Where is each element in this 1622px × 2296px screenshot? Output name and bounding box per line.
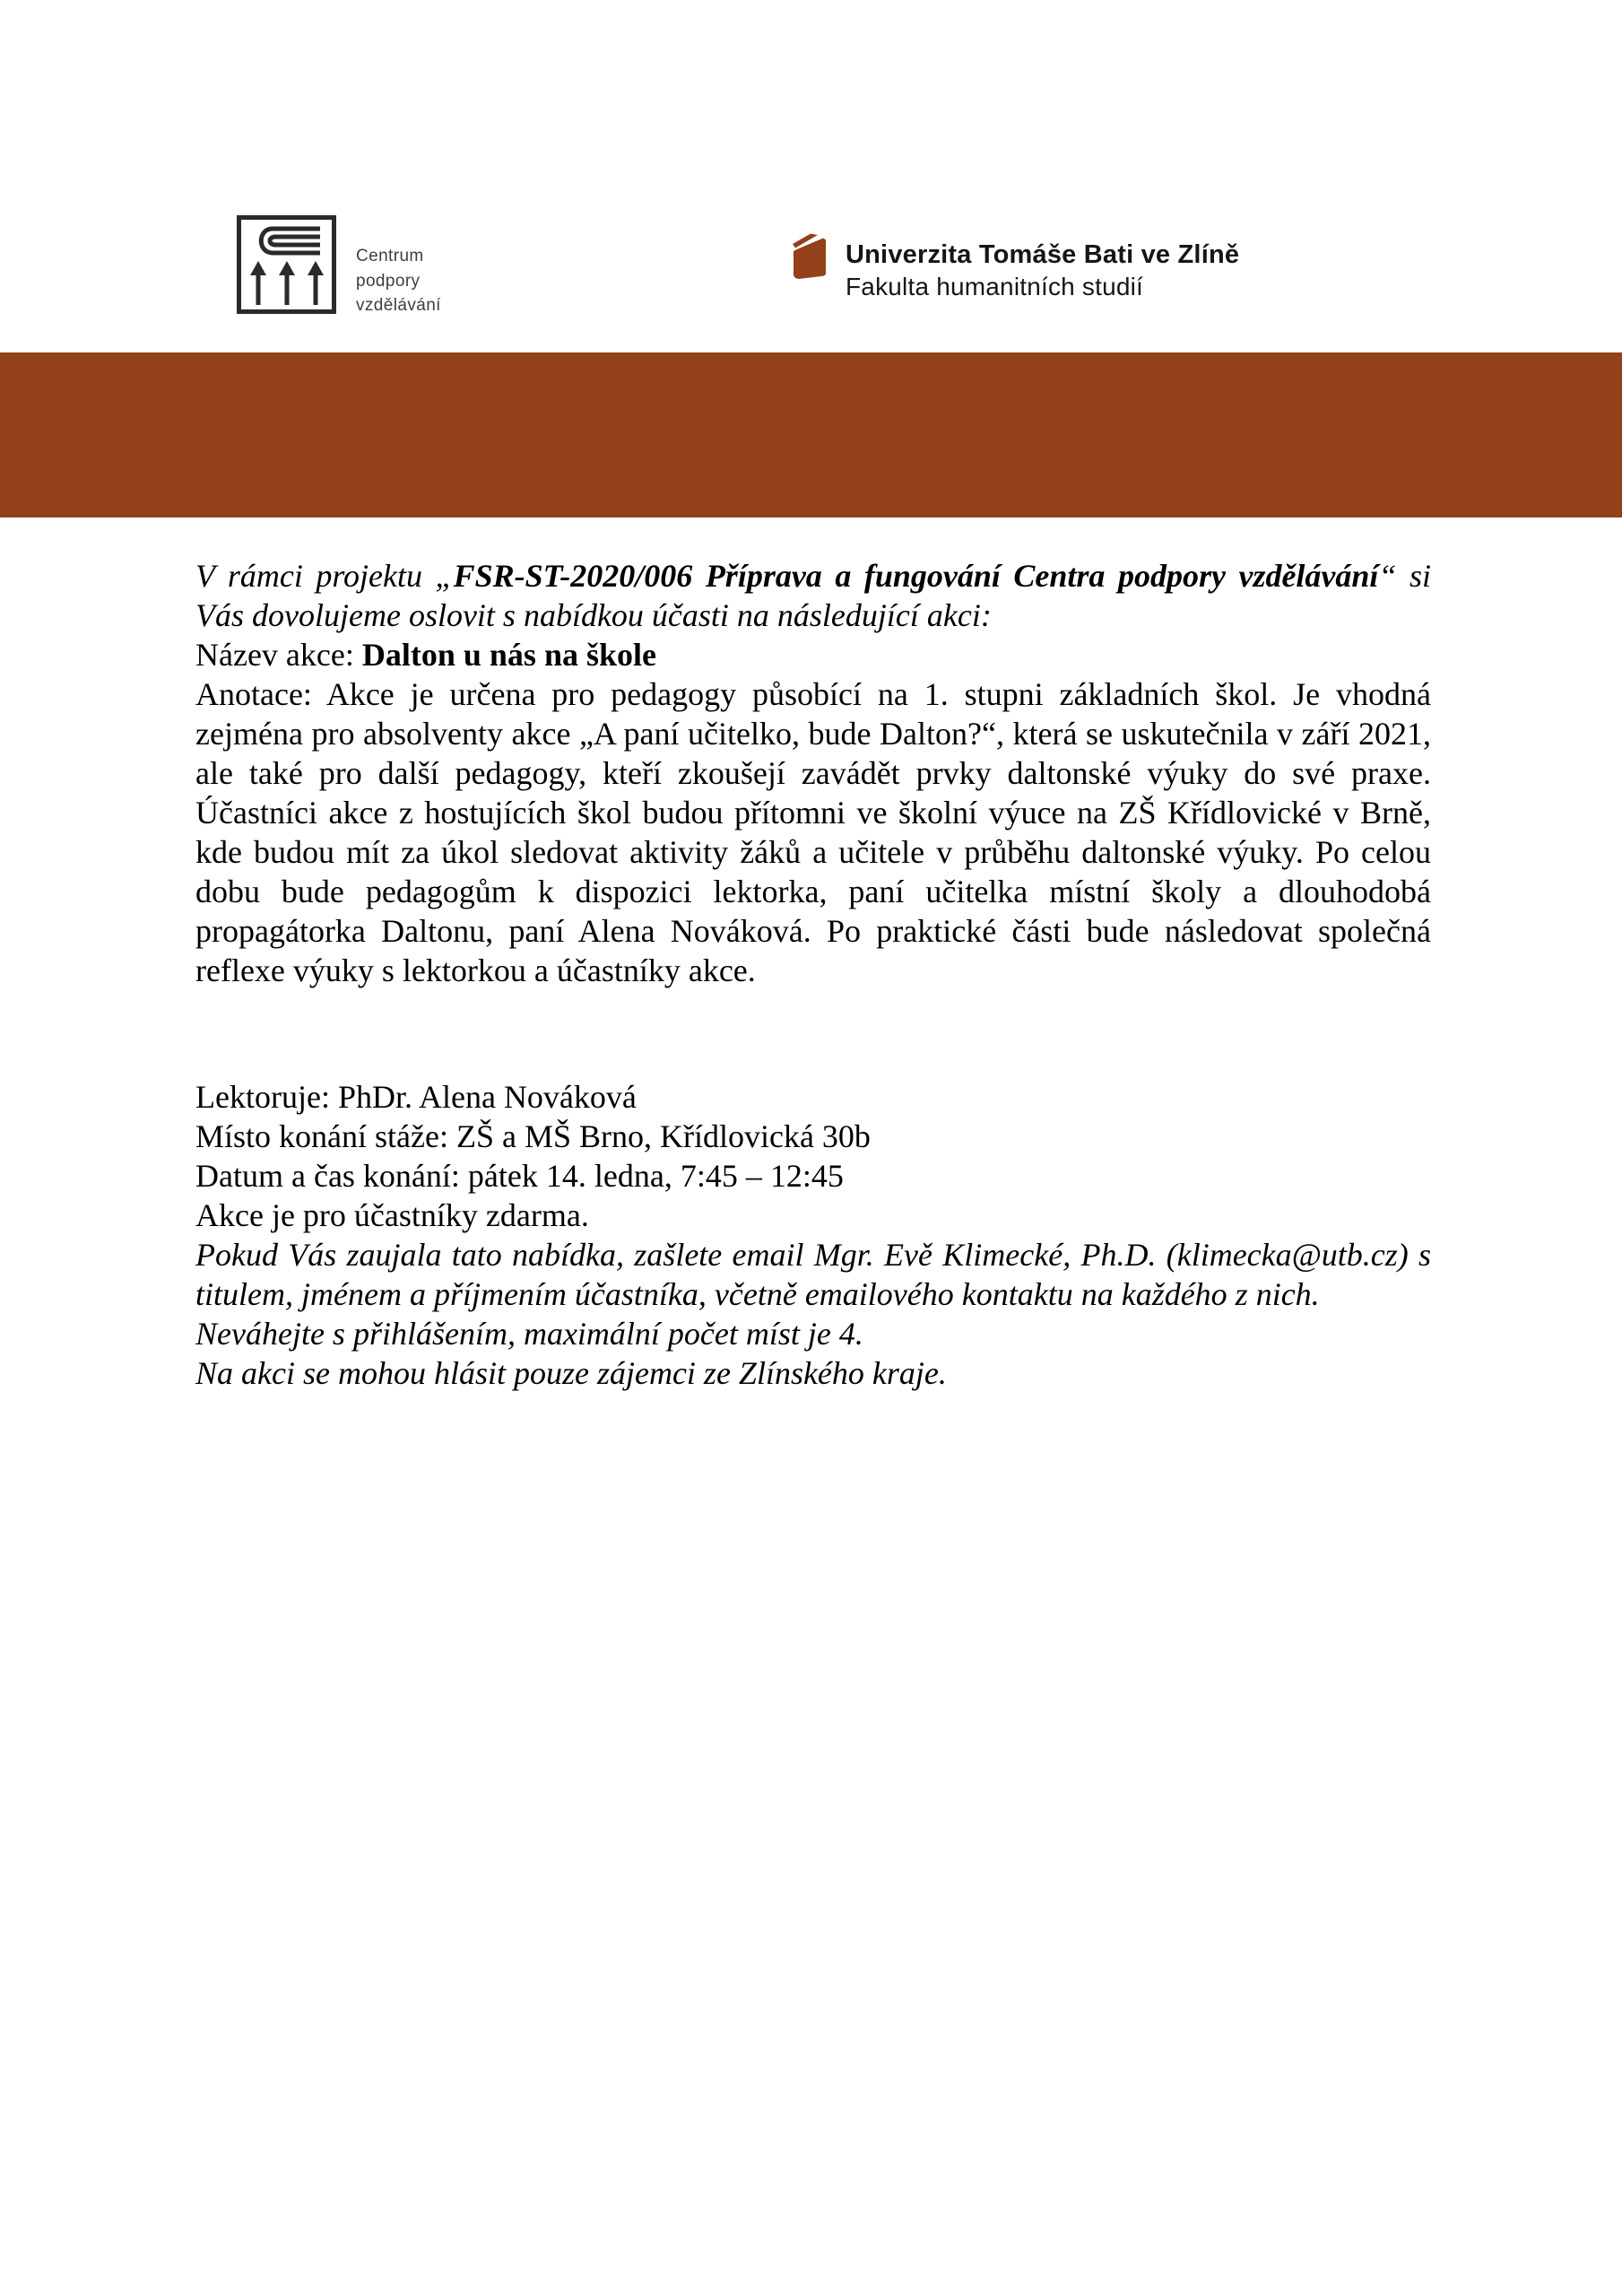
event-name-value: Dalton u nás na škole <box>361 637 656 673</box>
book-arrows-icon <box>237 215 336 314</box>
details-block <box>195 1077 1431 1196</box>
event-name-line <box>195 635 1431 674</box>
cpv-logo-line: vzdělávání <box>356 296 441 315</box>
cpv-logo-label <box>356 244 441 318</box>
intro-prefix: V rámci projektu „ <box>195 558 454 594</box>
cpv-logo-line: Centrum <box>356 247 424 265</box>
datetime-line: Datum a čas konání: pátek 14. ledna, 7:45 – 12:45 <box>195 1158 844 1194</box>
event-name-label: Název akce: <box>195 637 362 673</box>
closing-line-1: Pokud Vás zaujala tato nabídka, zašlete email Mgr. Evě Klimecké, Ph.D. (klimecka@utb.cz) s titulem, jménem a příjmením účastníka, včetně emailového kontaktu na každého z nich. <box>195 1237 1431 1312</box>
closing-paragraph <box>195 1235 1431 1393</box>
closing-line-2: Neváhejte s přihlášením, maximální počet míst je 4. <box>195 1316 863 1352</box>
utb-university-name: Univerzita Tomáše Bati ve Zlíně <box>846 240 1240 269</box>
closing-line-3: Na akci se mohou hlásit pouze zájemci ze Zlínského kraje. <box>195 1355 947 1391</box>
document-body <box>195 556 1431 1393</box>
free-note: Akce je pro účastníky zdarma. <box>195 1197 589 1233</box>
annotation-paragraph: Anotace: Akce je určena pro pedagogy působící na 1. stupni základních škol. Je vhodná zejména pro absolventy akce „A paní učitelko, bude Dalton?“, která se uskutečnila v září 2021, ale také pro další pedagogy, kteří zkoušejí zavádět prvky daltonské výuky do své praxe. Účastníci akce z hostujících škol budou přítomni ve školní výuce na ZŠ Křídlovické v Brně, kde budou mít za úkol sledovat aktivity žáků a učitele v průběhu daltonské výuky. Po celou dobu bude pedagogům k dispozici lektorka, paní učitelka místní školy a dlouhodobá propagátorka Daltonu, paní Alena Nováková. Po praktické části bude následovat společná reflexe výuky s lektorkou a účastníky akce. <box>195 676 1431 988</box>
book-icon <box>791 231 828 283</box>
intro-paragraph <box>195 556 1431 635</box>
intro-suffix: “ si Vás dovolujeme oslovit s nabídkou účasti na následující akci: <box>195 558 1431 633</box>
utb-logo-label <box>846 239 1239 303</box>
venue-line: Místo konání stáže: ZŠ a MŠ Brno, Křídlovická 30b <box>195 1118 871 1154</box>
project-code: FSR-ST-2020/006 Příprava a fungování Centra podpory vzdělávání <box>453 558 1379 594</box>
lecturer-line: Lektoruje: PhDr. Alena Nováková <box>195 1079 637 1115</box>
utb-faculty-name: Fakulta humanitních studií <box>846 273 1144 300</box>
brown-banner <box>0 352 1622 517</box>
cpv-logo-line: podpory <box>356 271 421 291</box>
